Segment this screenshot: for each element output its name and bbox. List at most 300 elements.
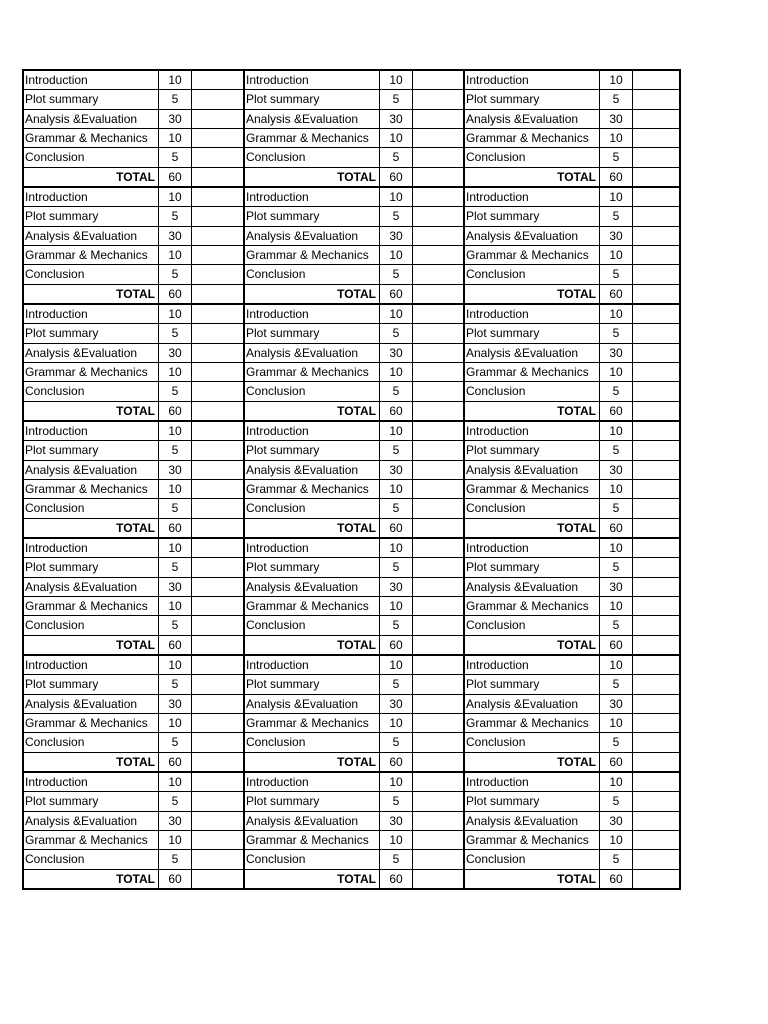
criterion-label: Plot summary <box>466 92 540 107</box>
criterion-points: 30 <box>599 110 632 128</box>
rubric-row <box>24 577 243 596</box>
criterion-points: 10 <box>379 656 412 674</box>
rubric-column <box>243 71 463 888</box>
criterion-label: Analysis &Evaluation <box>466 345 579 360</box>
rubric-row <box>24 615 243 634</box>
criterion-label: Analysis &Evaluation <box>466 228 579 243</box>
total-row <box>245 167 463 186</box>
rubric-row <box>24 206 243 225</box>
rubric-column <box>463 71 679 888</box>
total-row <box>465 635 679 654</box>
criterion-label: Analysis &Evaluation <box>246 696 359 711</box>
criterion-label: Analysis &Evaluation <box>466 462 579 477</box>
total-row <box>245 752 463 771</box>
criterion-points: 5 <box>379 324 412 342</box>
total-points: 60 <box>379 519 412 537</box>
score-cell <box>412 188 463 206</box>
total-label: TOTAL <box>337 871 376 886</box>
criterion-label: Analysis &Evaluation <box>25 111 138 126</box>
total-row <box>24 401 243 420</box>
criterion-points: 30 <box>379 578 412 596</box>
criterion-points: 10 <box>379 246 412 264</box>
criterion-points: 10 <box>599 773 632 791</box>
rubric-row <box>245 849 463 868</box>
score-cell <box>191 656 243 674</box>
rubric-row <box>24 596 243 615</box>
score-cell <box>412 227 463 245</box>
criterion-label: Plot summary <box>246 677 320 692</box>
criterion-points: 30 <box>158 344 191 362</box>
score-cell <box>412 305 463 323</box>
criterion-points: 30 <box>158 461 191 479</box>
total-points: 60 <box>379 753 412 771</box>
criterion-label: Plot summary <box>25 794 99 809</box>
rubric-row <box>245 206 463 225</box>
criterion-points: 30 <box>158 812 191 830</box>
score-cell <box>412 441 463 459</box>
score-cell <box>632 90 679 108</box>
rubric-block <box>24 71 243 186</box>
rubric-block <box>245 654 463 771</box>
total-label: TOTAL <box>116 754 155 769</box>
total-score-cell <box>191 168 243 186</box>
rubric-row <box>465 849 679 868</box>
rubric-row <box>24 539 243 557</box>
score-cell <box>191 695 243 713</box>
criterion-points: 30 <box>599 461 632 479</box>
rubric-row <box>24 713 243 732</box>
rubric-row <box>245 596 463 615</box>
rubric-row <box>245 498 463 517</box>
criterion-points: 10 <box>158 480 191 498</box>
total-score-cell <box>412 870 463 888</box>
criterion-points: 5 <box>599 207 632 225</box>
criterion-points: 5 <box>379 265 412 283</box>
total-points: 60 <box>158 402 191 420</box>
criterion-label: Plot summary <box>25 677 99 692</box>
criterion-points: 5 <box>158 792 191 810</box>
criterion-label: Analysis &Evaluation <box>246 111 359 126</box>
criterion-points: 30 <box>599 227 632 245</box>
criterion-label: Grammar & Mechanics <box>246 599 369 614</box>
rubric-column <box>24 71 243 888</box>
criterion-label: Introduction <box>246 658 309 673</box>
rubric-row <box>245 440 463 459</box>
total-score-cell <box>632 519 679 537</box>
score-cell <box>412 616 463 634</box>
score-cell <box>632 461 679 479</box>
criterion-points: 10 <box>379 305 412 323</box>
criterion-label: Introduction <box>25 73 88 88</box>
criterion-label: Grammar & Mechanics <box>25 716 148 731</box>
criterion-label: Analysis &Evaluation <box>25 228 138 243</box>
criterion-label: Grammar & Mechanics <box>466 482 589 497</box>
score-cell <box>191 812 243 830</box>
criterion-label: Grammar & Mechanics <box>246 131 369 146</box>
criterion-label: Conclusion <box>466 618 526 633</box>
total-points: 60 <box>158 285 191 303</box>
criterion-label: Analysis &Evaluation <box>466 696 579 711</box>
criterion-label: Introduction <box>466 190 529 205</box>
criterion-points: 10 <box>379 188 412 206</box>
criterion-label: Conclusion <box>466 501 526 516</box>
total-points: 60 <box>158 753 191 771</box>
criterion-points: 10 <box>158 714 191 732</box>
criterion-points: 10 <box>158 539 191 557</box>
criterion-label: Conclusion <box>246 150 306 165</box>
criterion-points: 10 <box>599 188 632 206</box>
criterion-points: 10 <box>158 129 191 147</box>
total-score-cell <box>412 402 463 420</box>
rubric-row <box>245 460 463 479</box>
score-cell <box>412 382 463 400</box>
total-label: TOTAL <box>337 403 376 418</box>
total-points: 60 <box>379 168 412 186</box>
score-cell <box>191 207 243 225</box>
criterion-label: Analysis &Evaluation <box>466 111 579 126</box>
criterion-label: Plot summary <box>25 560 99 575</box>
rubric-block <box>465 186 679 303</box>
score-cell <box>632 110 679 128</box>
rubric-row <box>24 89 243 108</box>
score-cell <box>191 773 243 791</box>
criterion-label: Conclusion <box>466 267 526 282</box>
score-cell <box>191 441 243 459</box>
criterion-label: Conclusion <box>25 150 85 165</box>
score-cell <box>632 422 679 440</box>
criterion-points: 5 <box>599 382 632 400</box>
total-label: TOTAL <box>557 286 596 301</box>
total-score-cell <box>632 753 679 771</box>
rubric-row <box>465 381 679 400</box>
rubric-row <box>245 577 463 596</box>
criterion-label: Introduction <box>466 658 529 673</box>
rubric-row <box>245 732 463 751</box>
rubric-row <box>465 811 679 830</box>
score-cell <box>191 129 243 147</box>
total-score-cell <box>191 285 243 303</box>
rubric-row <box>24 460 243 479</box>
rubric-row <box>24 557 243 576</box>
total-points: 60 <box>599 636 632 654</box>
criterion-label: Grammar & Mechanics <box>246 716 369 731</box>
rubric-row <box>465 245 679 264</box>
rubric-row <box>465 128 679 147</box>
rubric-row <box>245 226 463 245</box>
total-score-cell <box>191 402 243 420</box>
score-cell <box>191 148 243 166</box>
score-cell <box>632 558 679 576</box>
score-cell <box>632 207 679 225</box>
criterion-label: Analysis &Evaluation <box>25 813 138 828</box>
total-label: TOTAL <box>116 286 155 301</box>
rubric-row <box>24 188 243 206</box>
score-cell <box>412 850 463 868</box>
criterion-points: 10 <box>379 71 412 89</box>
score-cell <box>412 246 463 264</box>
score-cell <box>632 695 679 713</box>
rubric-row <box>465 773 679 791</box>
rubric-row <box>245 811 463 830</box>
criterion-label: Introduction <box>25 541 88 556</box>
criterion-label: Introduction <box>25 190 88 205</box>
rubric-row <box>465 323 679 342</box>
rubric-row <box>245 89 463 108</box>
criterion-label: Conclusion <box>466 735 526 750</box>
score-cell <box>412 812 463 830</box>
criterion-points: 10 <box>379 773 412 791</box>
criterion-label: Plot summary <box>466 677 540 692</box>
total-label: TOTAL <box>337 754 376 769</box>
criterion-points: 10 <box>599 597 632 615</box>
score-cell <box>632 246 679 264</box>
criterion-points: 5 <box>379 675 412 693</box>
criterion-label: Conclusion <box>466 852 526 867</box>
criterion-label: Introduction <box>246 73 309 88</box>
rubric-grid <box>22 69 681 890</box>
criterion-points: 5 <box>599 324 632 342</box>
rubric-row <box>465 732 679 751</box>
score-cell <box>632 733 679 751</box>
score-cell <box>412 499 463 517</box>
score-cell <box>632 499 679 517</box>
rubric-row <box>465 791 679 810</box>
criterion-points: 10 <box>158 71 191 89</box>
rubric-row <box>465 460 679 479</box>
total-score-cell <box>191 636 243 654</box>
rubric-row <box>465 557 679 576</box>
total-row <box>245 284 463 303</box>
total-label: TOTAL <box>116 169 155 184</box>
criterion-points: 5 <box>599 265 632 283</box>
criterion-points: 5 <box>379 616 412 634</box>
total-points: 60 <box>158 636 191 654</box>
score-cell <box>412 207 463 225</box>
rubric-row <box>465 674 679 693</box>
rubric-row <box>465 305 679 323</box>
criterion-points: 10 <box>158 597 191 615</box>
criterion-label: Introduction <box>466 73 529 88</box>
criterion-label: Analysis &Evaluation <box>466 579 579 594</box>
rubric-block <box>465 71 679 186</box>
total-label: TOTAL <box>557 169 596 184</box>
score-cell <box>632 129 679 147</box>
score-cell <box>632 616 679 634</box>
rubric-row <box>465 147 679 166</box>
criterion-points: 10 <box>158 831 191 849</box>
rubric-row <box>465 830 679 849</box>
score-cell <box>632 831 679 849</box>
total-label: TOTAL <box>557 520 596 535</box>
total-row <box>465 518 679 537</box>
rubric-row <box>24 381 243 400</box>
rubric-block <box>465 420 679 537</box>
total-row <box>24 284 243 303</box>
rubric-row <box>24 811 243 830</box>
score-cell <box>191 714 243 732</box>
criterion-points: 5 <box>158 324 191 342</box>
criterion-label: Grammar & Mechanics <box>246 365 369 380</box>
total-label: TOTAL <box>337 169 376 184</box>
total-points: 60 <box>379 402 412 420</box>
score-cell <box>191 305 243 323</box>
score-cell <box>412 422 463 440</box>
rubric-row <box>24 323 243 342</box>
score-cell <box>191 461 243 479</box>
total-label: TOTAL <box>116 871 155 886</box>
rubric-row <box>24 305 243 323</box>
rubric-row <box>465 226 679 245</box>
score-cell <box>191 850 243 868</box>
criterion-points: 5 <box>158 616 191 634</box>
criterion-label: Analysis &Evaluation <box>25 696 138 711</box>
rubric-row <box>24 71 243 89</box>
score-cell <box>412 714 463 732</box>
criterion-points: 5 <box>379 148 412 166</box>
total-points: 60 <box>158 870 191 888</box>
score-cell <box>632 578 679 596</box>
criterion-points: 5 <box>379 207 412 225</box>
rubric-row <box>245 188 463 206</box>
criterion-points: 5 <box>158 733 191 751</box>
criterion-points: 30 <box>379 110 412 128</box>
criterion-points: 10 <box>599 831 632 849</box>
rubric-row <box>245 479 463 498</box>
score-cell <box>412 558 463 576</box>
score-cell <box>412 148 463 166</box>
rubric-block <box>245 537 463 654</box>
criterion-points: 10 <box>158 363 191 381</box>
rubric-row <box>465 577 679 596</box>
criterion-points: 5 <box>599 792 632 810</box>
criterion-points: 5 <box>599 148 632 166</box>
criterion-points: 10 <box>379 480 412 498</box>
criterion-points: 5 <box>379 90 412 108</box>
total-points: 60 <box>158 168 191 186</box>
criterion-points: 5 <box>158 382 191 400</box>
score-cell <box>632 675 679 693</box>
total-row <box>465 284 679 303</box>
rubric-row <box>245 615 463 634</box>
rubric-row <box>465 264 679 283</box>
score-cell <box>412 344 463 362</box>
score-cell <box>632 714 679 732</box>
score-cell <box>632 812 679 830</box>
criterion-label: Grammar & Mechanics <box>466 599 589 614</box>
score-cell <box>191 539 243 557</box>
rubric-row <box>465 498 679 517</box>
criterion-points: 5 <box>379 850 412 868</box>
total-row <box>245 869 463 888</box>
rubric-row <box>245 362 463 381</box>
rubric-row <box>24 479 243 498</box>
criterion-label: Conclusion <box>25 735 85 750</box>
criterion-label: Grammar & Mechanics <box>25 599 148 614</box>
rubric-row <box>245 791 463 810</box>
total-row <box>24 167 243 186</box>
criterion-points: 5 <box>158 675 191 693</box>
rubric-row <box>24 128 243 147</box>
criterion-points: 5 <box>158 558 191 576</box>
criterion-label: Plot summary <box>25 326 99 341</box>
criterion-label: Introduction <box>25 658 88 673</box>
total-row <box>465 869 679 888</box>
criterion-label: Plot summary <box>246 443 320 458</box>
rubric-row <box>465 89 679 108</box>
total-points: 60 <box>599 753 632 771</box>
rubric-row <box>24 264 243 283</box>
criterion-points: 30 <box>599 344 632 362</box>
criterion-label: Analysis &Evaluation <box>246 228 359 243</box>
criterion-points: 5 <box>599 616 632 634</box>
score-cell <box>632 382 679 400</box>
rubric-row <box>245 422 463 440</box>
criterion-points: 10 <box>379 363 412 381</box>
criterion-points: 5 <box>158 499 191 517</box>
rubric-row <box>465 206 679 225</box>
total-score-cell <box>412 753 463 771</box>
score-cell <box>412 675 463 693</box>
score-cell <box>191 363 243 381</box>
total-points: 60 <box>599 519 632 537</box>
criterion-points: 30 <box>158 110 191 128</box>
criterion-label: Analysis &Evaluation <box>25 345 138 360</box>
rubric-row <box>24 226 243 245</box>
total-points: 60 <box>599 285 632 303</box>
score-cell <box>412 71 463 89</box>
score-cell <box>632 324 679 342</box>
rubric-block <box>24 303 243 420</box>
total-row <box>465 752 679 771</box>
total-label: TOTAL <box>337 286 376 301</box>
rubric-row <box>465 713 679 732</box>
score-cell <box>632 265 679 283</box>
rubric-row <box>245 674 463 693</box>
rubric-row <box>24 362 243 381</box>
rubric-row <box>245 557 463 576</box>
criterion-label: Conclusion <box>25 501 85 516</box>
criterion-label: Plot summary <box>25 92 99 107</box>
rubric-row <box>245 381 463 400</box>
score-cell <box>412 792 463 810</box>
rubric-block <box>245 186 463 303</box>
rubric-row <box>24 147 243 166</box>
score-cell <box>412 480 463 498</box>
score-cell <box>412 110 463 128</box>
criterion-points: 5 <box>379 441 412 459</box>
score-cell <box>191 344 243 362</box>
score-cell <box>191 499 243 517</box>
rubric-block <box>24 186 243 303</box>
criterion-label: Plot summary <box>466 560 540 575</box>
rubric-row <box>24 656 243 674</box>
rubric-row <box>465 362 679 381</box>
criterion-label: Conclusion <box>466 150 526 165</box>
rubric-block <box>24 654 243 771</box>
criterion-points: 10 <box>379 597 412 615</box>
score-cell <box>191 382 243 400</box>
criterion-points: 10 <box>158 246 191 264</box>
criterion-label: Introduction <box>246 775 309 790</box>
rubric-row <box>245 830 463 849</box>
rubric-row <box>245 539 463 557</box>
score-cell <box>632 227 679 245</box>
total-label: TOTAL <box>116 637 155 652</box>
criterion-points: 30 <box>379 695 412 713</box>
total-label: TOTAL <box>337 520 376 535</box>
criterion-label: Conclusion <box>25 618 85 633</box>
rubric-block <box>24 420 243 537</box>
